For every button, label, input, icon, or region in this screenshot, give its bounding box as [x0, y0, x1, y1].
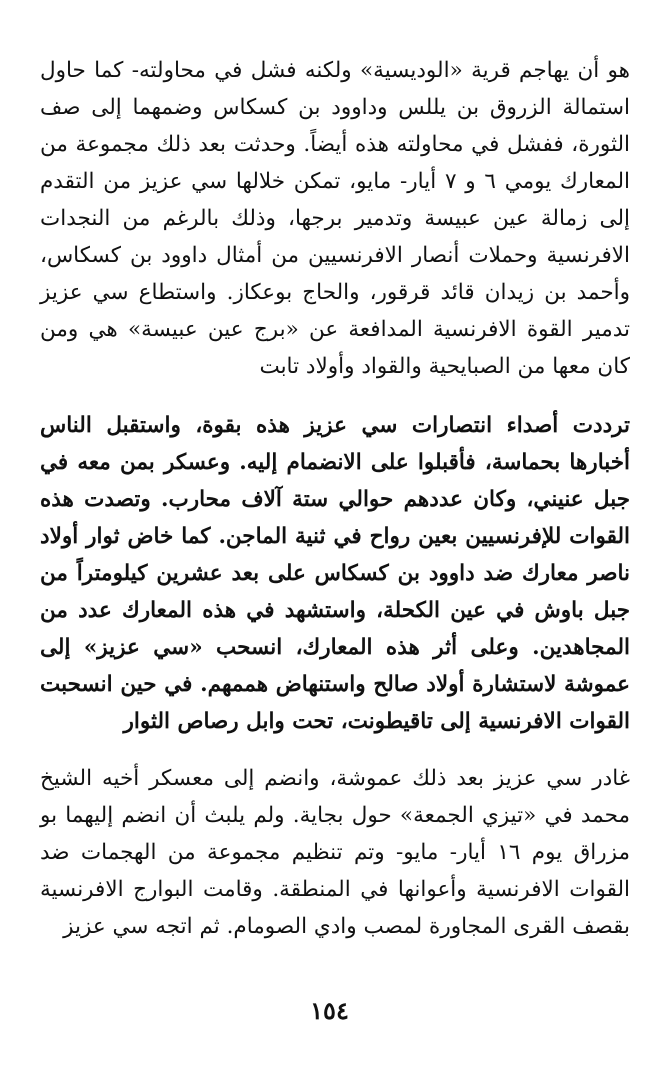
paragraph-2: ترددت أصداء انتصارات سي عزيز هذه بقوة، واستقبل الناس أخبارها بحماسة، فأقبلوا على الانضمام إليه. وعسكر بمن معه في جبل عنيني، وكان عددهم حوالي ستة آلاف محارب. وتصدت هذه القوات للإفرنسيين بعين رواح في ثنية الماجن. كما خاض ثوار أولاد ناصر معارك ضد داوود بن كسكاس على بعد عشرين كيلومتراً من جبل باوش في عين الكحلة، واستشهد في هذه المعارك عدد من المجاهدين. وعلى أثر هذه المعارك، انسحب «سي عزيز» إلى عموشة لاستشارة أولاد صالح واستنهاض هممهم. في حين انسحبت القوات الافرنسية إلى تاقيطونت، تحت وابل رصاص الثوار — [40, 413, 630, 734]
paragraph-3: غادر سي عزيز بعد ذلك عموشة، وانضم إلى معسكر أخيه الشيخ محمد في «تيزي الجمعة» حول بجاية. ولم يلبث أن انضم إليهما بو مزراق يوم ١٦ أيار- مايو- وتم تنظيم مجموعة من الهجمات ضد القوات الافرنسية وأعوانها في المنطقة. وقامت البوارج الافرنسية بقصف القرى المجاورة لمصب وادي الصومام. ثم اتجه سي عزيز — [40, 766, 630, 939]
page-number: ١٥٤ — [310, 996, 349, 1025]
paragraph-1: هو أن يهاجم قرية «الوديسية» ولكنه فشل في محاولته- كما حاول استمالة الزروق بن يللس وداوود بن كسكاس وضمهما إلى صف الثورة، ففشل في محاولته هذه أيضاً. وحدثت بعد ذلك مجموعة من المعارك يومي ٦ و ٧ أيار- مايو، تمكن خلالها سي عزيز من التقدم إلى زمالة عين عبيسة وتدمير برجها، وذلك بالرغم من النجدات الافرنسية وحملات أنصار الافرنسيين من أمثال داوود بن كسكاس، وأحمد بن زيدان قائد قرقور، والحاج بوعكاز. واستطاع سي عزيز تدمير القوة الافرنسية المدافعة عن «برج عين عبيسة» هي ومن كان معها من الصبايحية والقواد وأولاد تابت — [40, 58, 630, 379]
